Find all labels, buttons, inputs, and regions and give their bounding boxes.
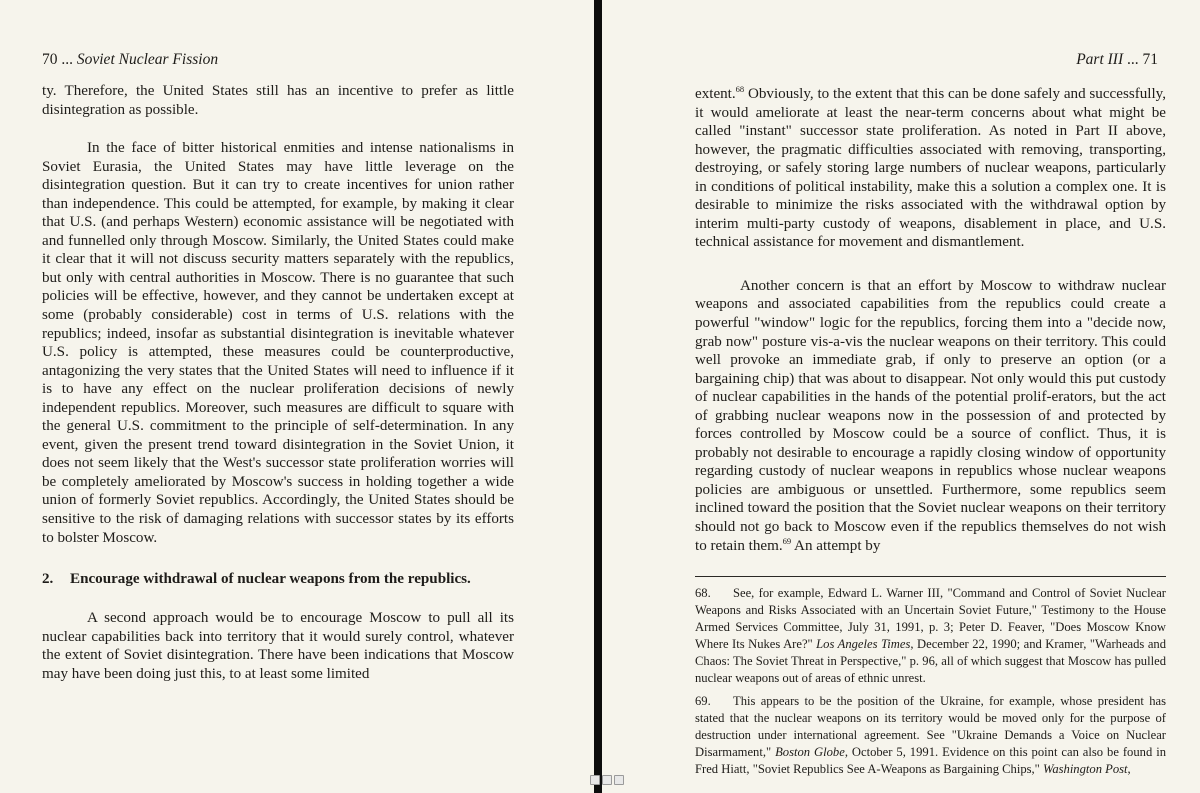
header-separator: ...	[57, 51, 77, 68]
footnote-text: This appears to be the position of the Ukraine, for example, whose president has stated that the nuclear weapons on its territory would be moved only for the purpose of destruction under international agreement. See "Ukraine Demands a Voice on Nuclear Disarmament,"	[695, 694, 1166, 760]
page-thumb-icon[interactable]	[602, 775, 612, 785]
footnote-ref-69: 69	[782, 535, 792, 546]
paragraph-lead: extent.	[695, 86, 736, 102]
right-running-title: Part III	[1076, 51, 1124, 68]
left-running-header	[42, 50, 218, 70]
footnote-rule	[695, 576, 1166, 577]
paragraph-window-logic	[695, 277, 1166, 555]
footnote-number: 68.	[695, 586, 711, 600]
footnote-ref-68: 68	[735, 83, 745, 94]
left-page	[0, 0, 594, 793]
page-thumb-icon[interactable]	[590, 775, 600, 785]
section-number: 2.	[42, 571, 54, 588]
page-thumb-icon[interactable]	[614, 775, 624, 785]
footnote-text: , October 5, 1991. Evidence on this point can also be found in Fred Hiatt, "Soviet Republics See A-Weapons as Bargaining Chips,"	[695, 745, 1166, 777]
footnote-source-title: Boston Globe	[775, 745, 845, 760]
footnote-69	[695, 693, 1166, 778]
page-indicator[interactable]	[590, 774, 628, 786]
paragraph-incentives: In the face of bitter historical enmities and intense nationalisms in Soviet Eurasia, the United States may have little leverage on the disintegration question. But it can try to create incentives for union rather than independence. This could be attempted, for example, by making it clear that U.S. (and perhaps Western) economic assistance will be negotiated with and funnelled only through Moscow. Similarly, the United States could make it clear that it will not discuss security matters separately with the republics, but only with central authorities in Moscow. There is no guarantee that such policies will be effective, however, and they cannot be undertaken except at some (probably considerable) cost in terms of U.S. relations with the republics; indeed, insofar as substantial disintegration is inevitable whatever U.S. policy is attempted, these measures could be counterproductive, antagonizing the very states that the United States will need to influence if it is to have any effect on the nuclear proliferation decisions of newly independent republics. Moreover, such measures are difficult to square with the general U.S. commitment to the principle of self-determination. In any event, given the present trend toward disintegration in the Soviet Union, it does not seem likely that the West's successor state proliferation worries will be completely ameliorated by Moscow's success in holding together a wide union of formerly Soviet republics. Accordingly, the United States should be sensitive to the risk of damaging relations with successor states by its efforts to bolster Moscow.	[42, 140, 514, 546]
book-spine	[594, 0, 602, 793]
left-body-text	[42, 82, 514, 683]
footnote-text: See, for example, Edward L. Warner III, "Command and Control of Soviet Nuclear Weapons and Risks Associated with an Uncertain Soviet Future," Testimony to the House Armed Services Committee, July 31, 1991, p. 3; Peter D. Feaver, "Does Moscow Know Where Its Nukes Are?"	[695, 586, 1166, 652]
right-body-text	[695, 85, 1166, 555]
paragraph-withdrawal: A second approach would be to encourage Moscow to pull all its nuclear capabilities back into territory that it would surely control, whatever the extent of Soviet disintegration. There have been indications that Moscow may have been doing just this, to at least some limited	[42, 610, 514, 682]
paragraph-window-text: Another concern is that an effort by Moscow to withdraw nuclear weapons and associated capabilities from the republics could create a powerful "window" logic for the republics, forcing them into a "decide now, grab now" posture vis-a-vis the nuclear weapons on their territory. This could well provoke an immediate grab, if only to preserve an option (or a bargaining chip) that was about to disappear. Not only would this put custody of nuclear capabilities in the hands of the potential prolif-erators, but the act of grabbing nuclear weapons now in the possession of and protected by forces controlled by Moscow could be a source of conflict. Thus, it is probably not desirable to encourage a rapidly closing window of opportunity regarding custody of nuclear weapons in republics whose nuclear weapons policies are ambiguous or unsettled. Furthermore, some republics seem inclined toward the position that the Soviet nuclear weapons on their territory should not go back to Moscow even if the republics themselves do not wish to retain them.	[695, 277, 1166, 554]
header-separator: ...	[1123, 51, 1143, 68]
paragraph-extent-text: Obviously, to the extent that this can be done safely and successfully, it would ameliorate at least the near-term concerns about what might be called "instant" successor state proliferation. As noted in Part II above, however, the pragmatic difficulties associated with removing, transporting, destroying, or safely storing large numbers of nuclear weapons, particularly in conditions of political instability, make this a solution a complex one. It is desirable to minimize the risks associated with the withdrawal option by interim multi-party custody of weapons, disablement in place, and U.S. technical assistance for movement and dismantlement.	[695, 86, 1166, 251]
footnote-text: ,	[1127, 762, 1131, 777]
paragraph-window-tail: An attempt by	[791, 537, 881, 554]
footnote-68	[695, 585, 1166, 688]
right-running-header	[1076, 50, 1158, 70]
paragraph-continuation: ty. Therefore, the United States still has an incentive to prefer as little disintegration as possible.	[42, 83, 514, 118]
footnote-number: 69.	[695, 694, 711, 708]
right-page	[602, 0, 1200, 793]
right-page-number: 71	[1142, 51, 1158, 68]
footnote-text: , December 22, 1990; and Kramer, "Warheads and Chaos: The Soviet Threat in Perspective," p. 96, all of which suggest that Moscow has pulled nuclear weapons out of areas of ethnic unrest.	[695, 637, 1166, 686]
section-title: Encourage withdrawal of nuclear weapons from the republics.	[70, 571, 471, 588]
paragraph-extent	[695, 85, 1166, 252]
footnote-source-title: Washington Post	[1042, 762, 1128, 777]
footnote-source-title: Los Angeles Times	[816, 637, 911, 652]
left-page-number: 70	[42, 51, 58, 68]
section-heading	[42, 569, 514, 589]
left-running-title: Soviet Nuclear Fission	[76, 51, 219, 68]
